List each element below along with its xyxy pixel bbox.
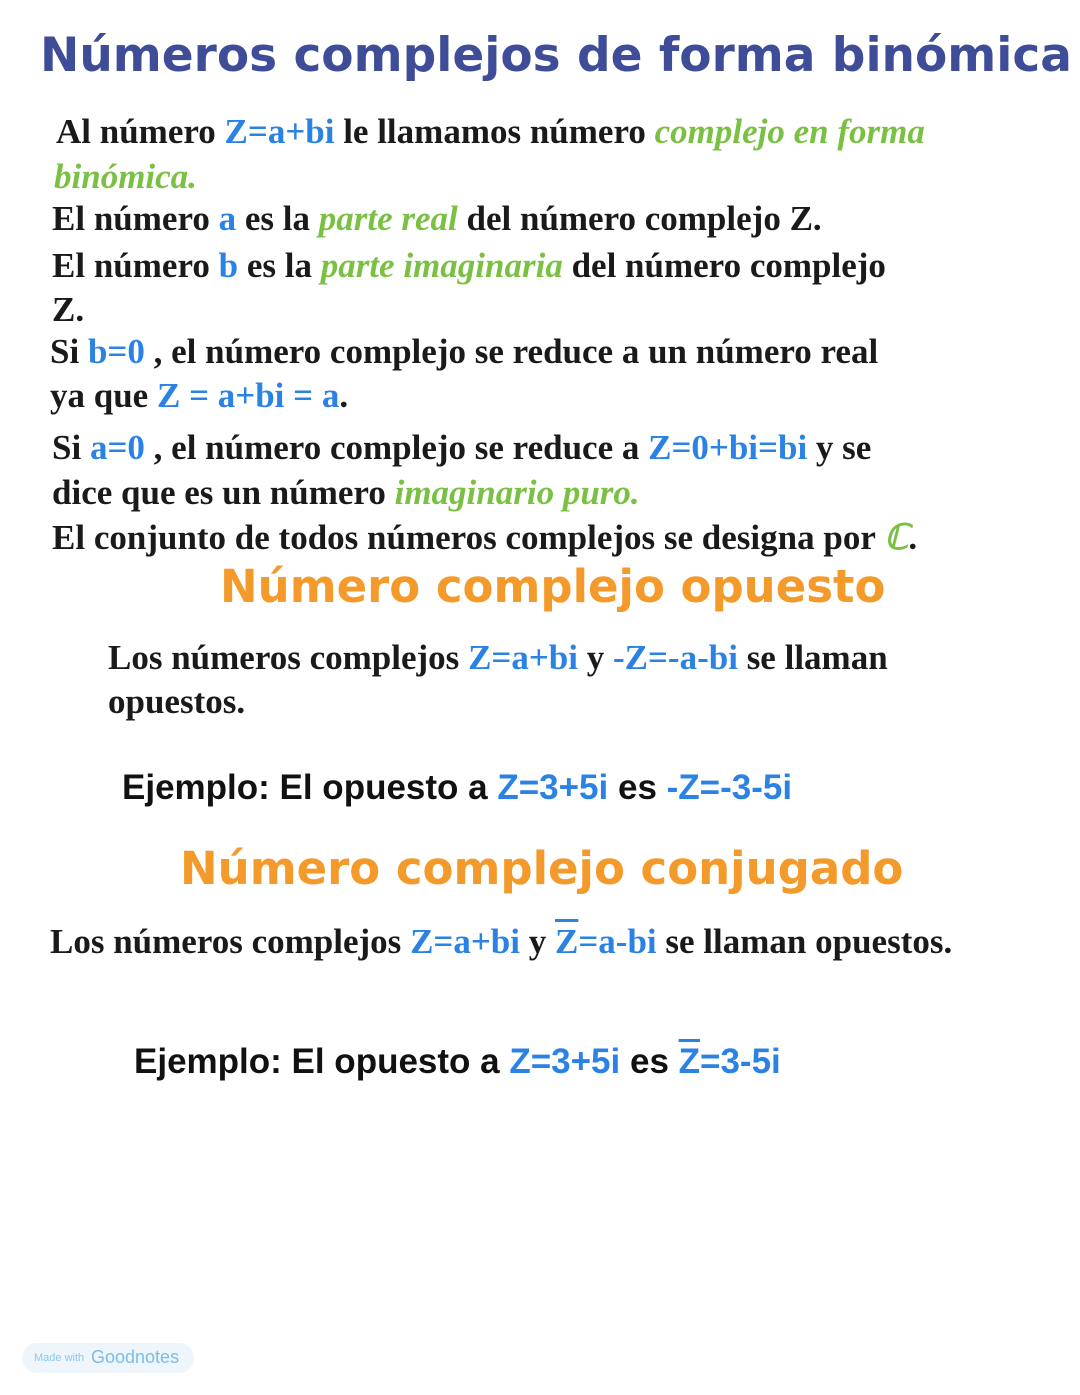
definition-line-2 [54, 155, 197, 199]
term: parte real [318, 199, 458, 238]
variable: a [218, 199, 237, 238]
text: , el número complejo se reduce a [144, 428, 649, 467]
text: le llamamos número [334, 112, 655, 151]
text: Z. [52, 290, 85, 329]
text: Si [50, 332, 88, 371]
text: Si [52, 428, 90, 467]
conjugate-z: $\overline{Z}$ [554, 922, 579, 961]
text: se llaman opuestos. [656, 922, 953, 961]
text: y [577, 638, 613, 677]
heading-opuesto: Número complejo opuesto [220, 560, 886, 613]
formula: -Z=-a-bi [612, 638, 738, 677]
text: . [908, 518, 918, 557]
text: El conjunto de todos números complejos se designa por [52, 518, 884, 557]
text: y se [807, 428, 872, 467]
made-with-badge [22, 1343, 194, 1373]
text: Ejemplo: El opuesto a [122, 768, 498, 807]
a-zero-line-2 [52, 471, 640, 515]
opuesto-example [122, 768, 792, 808]
formula: =a-bi [578, 922, 657, 961]
conjugado-line-1 [50, 920, 952, 964]
text: es [620, 1042, 679, 1081]
text: dice que es un número [52, 473, 395, 512]
badge-brand: Goodnotes [91, 1347, 180, 1367]
formula: Z=a+bi [468, 638, 578, 677]
text: del número complejo [562, 246, 886, 285]
imag-part-line [52, 244, 886, 288]
real-part-line [52, 197, 822, 241]
term: complejo en forma [654, 112, 925, 151]
variable: b [218, 246, 239, 285]
heading-conjugado: Número complejo conjugado [180, 842, 904, 895]
imag-part-line-2 [52, 288, 84, 332]
formula: =3-5i [700, 1042, 781, 1081]
formula: Z=a+bi [224, 112, 335, 151]
formula: Z=a+bi [410, 922, 520, 961]
text: Al número [56, 112, 225, 151]
term: binómica. [54, 157, 197, 196]
text: El número [52, 199, 219, 238]
definition-line-1 [56, 110, 925, 154]
formula: b=0 [87, 332, 145, 371]
text: Los números complejos [108, 638, 469, 677]
formula: Z=3+5i [509, 1042, 621, 1081]
conjugate-z: $\overline{Z}$ [678, 1042, 701, 1081]
formula: Z=3+5i [497, 768, 609, 807]
text: . [339, 376, 349, 415]
text: del número complejo Z. [457, 199, 822, 238]
formula: -Z=-3-5i [666, 768, 793, 807]
set-line [52, 516, 917, 560]
text: y [519, 922, 555, 961]
text: Los números complejos [50, 922, 411, 961]
text: , el número complejo se reduce a un número real [144, 332, 879, 371]
term: imaginario puro. [394, 473, 640, 512]
complex-set-symbol: ℂ [883, 518, 909, 557]
text: ya que [50, 376, 157, 415]
text: Ejemplo: El opuesto a [134, 1042, 510, 1081]
opuesto-line-1 [108, 636, 888, 680]
formula: Z=0+bi=bi [648, 428, 808, 467]
conjugado-example [134, 1042, 781, 1082]
page-title: Números complejos de forma binómica [40, 28, 1072, 83]
b-zero-line-2 [50, 374, 348, 418]
text: es la [236, 199, 319, 238]
term: parte imaginaria [320, 246, 563, 285]
formula: a=0 [89, 428, 145, 467]
a-zero-line [52, 426, 871, 470]
text: El número [52, 246, 219, 285]
text: se llaman [737, 638, 888, 677]
text: es [608, 768, 667, 807]
formula: Z = a+bi = a [156, 376, 340, 415]
b-zero-line [50, 330, 878, 374]
opuesto-line-2 [108, 680, 245, 724]
badge-small-text: Made with [34, 1352, 85, 1364]
text: es la [238, 246, 321, 285]
text: opuestos. [108, 682, 246, 721]
